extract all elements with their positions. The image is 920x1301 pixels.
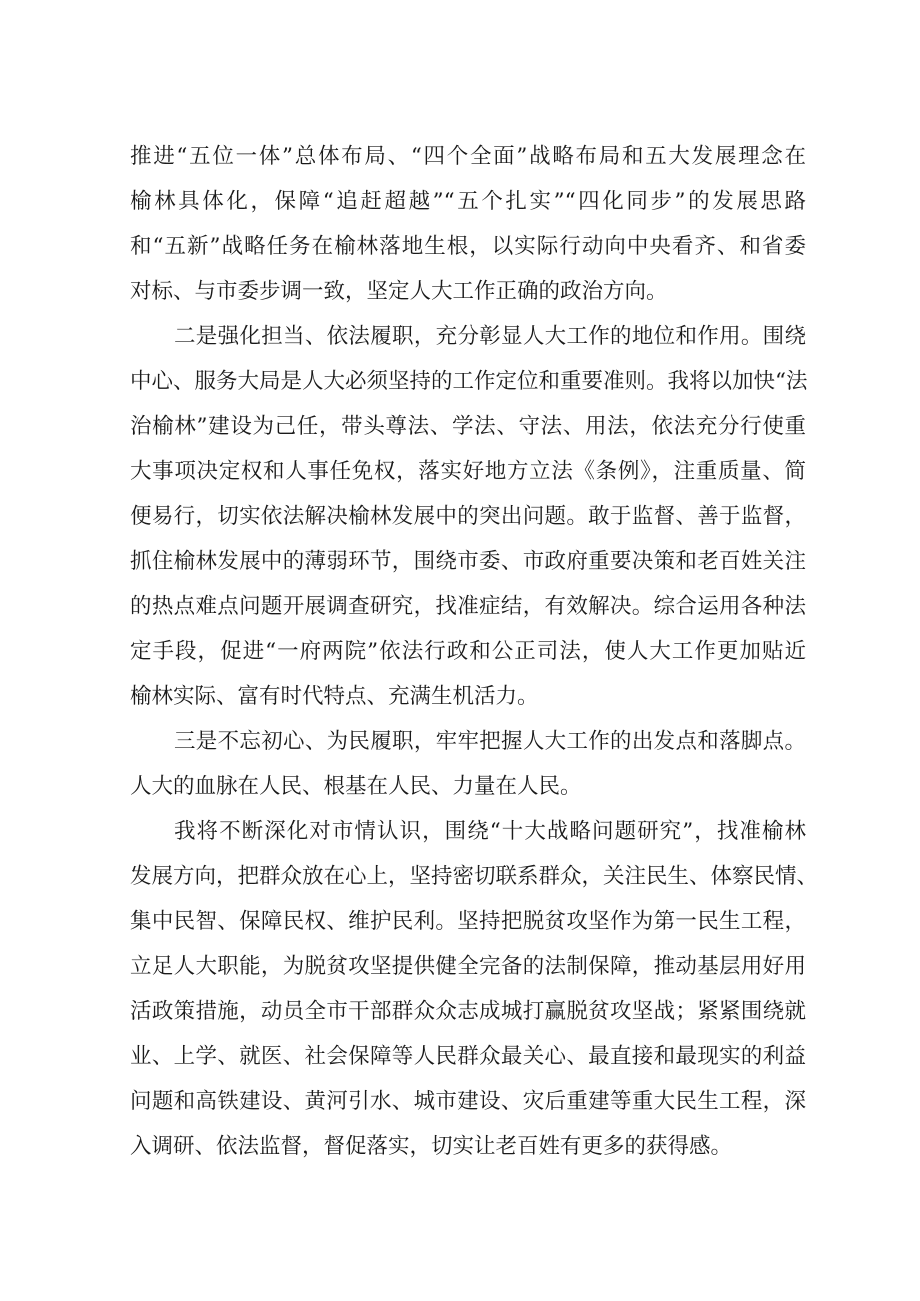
text-line: 榆林具体化，保障“追赶超越”“五个扎实”“四化同步”的发展思路	[130, 189, 806, 214]
text-line: 和“五新”战略任务在榆林落地生根，以实际行动向中央看齐、和省委	[130, 234, 806, 259]
text-line: 便易行，切实依法解决榆林发展中的突出问题。敢于监督、善于监督，	[130, 504, 806, 529]
text-line: 三是不忘初心、为民履职，牢牢把握人大工作的出发点和落脚点。	[174, 729, 806, 754]
text-line: 活政策措施，动员全市干部群众众志成城打赢脱贫攻坚战；紧紧围绕就	[130, 999, 806, 1024]
text-line: 入调研、依法监督，督促落实，切实让老百姓有更多的获得感。	[130, 1134, 733, 1159]
text-line: 集中民智、保障民权、维护民利。坚持把脱贫攻坚作为第一民生工程，	[130, 909, 806, 934]
paragraph-1	[130, 134, 806, 314]
text-line: 业、上学、就医、社会保障等人民群众最关心、最直接和最现实的利益	[130, 1044, 806, 1069]
document-body	[130, 134, 819, 1169]
text-line: 我将不断深化对市情认识，围绕“十大战略问题研究”，找准榆林	[174, 819, 806, 844]
text-line: 榆林实际、富有时代特点、充满生机活力。	[130, 684, 539, 709]
text-line: 发展方向，把群众放在心上，坚持密切联系群众，关注民生、体察民情、	[130, 864, 819, 889]
text-line: 问题和高铁建设、黄河引水、城市建设、灾后重建等重大民生工程，深	[130, 1089, 806, 1114]
paragraph-3	[130, 719, 806, 809]
text-line: 二是强化担当、依法履职，充分彰显人大工作的地位和作用。围绕	[174, 324, 806, 349]
text-line: 对标、与市委步调一致，坚定人大工作正确的政治方向。	[130, 279, 668, 304]
paragraph-4	[130, 809, 819, 1169]
text-line: 中心、服务大局是人大必须坚持的工作定位和重要准则。我将以加快“法	[130, 369, 808, 394]
text-line: 抓住榆林发展中的薄弱环节，围绕市委、市政府重要决策和老百姓关注	[130, 549, 806, 574]
text-line: 大事项决定权和人事任免权，落实好地方立法《条例》，注重质量、简	[130, 459, 806, 484]
text-line: 定手段，促进“一府两院”依法行政和公正司法，使人大工作更加贴近	[130, 639, 806, 664]
text-line: 推进“五位一体”总体布局、“四个全面”战略布局和五大发展理念在	[130, 144, 806, 169]
text-line: 治榆林”建设为己任，带头尊法、学法、守法、用法，依法充分行使重	[130, 414, 806, 439]
text-line: 的热点难点问题开展调查研究，找准症结，有效解决。综合运用各种法	[130, 594, 806, 619]
text-line: 人大的血脉在人民、根基在人民、力量在人民。	[130, 774, 582, 799]
paragraph-2	[130, 314, 806, 719]
text-line: 立足人大职能，为脱贫攻坚提供健全完备的法制保障，推动基层用好用	[130, 954, 806, 979]
